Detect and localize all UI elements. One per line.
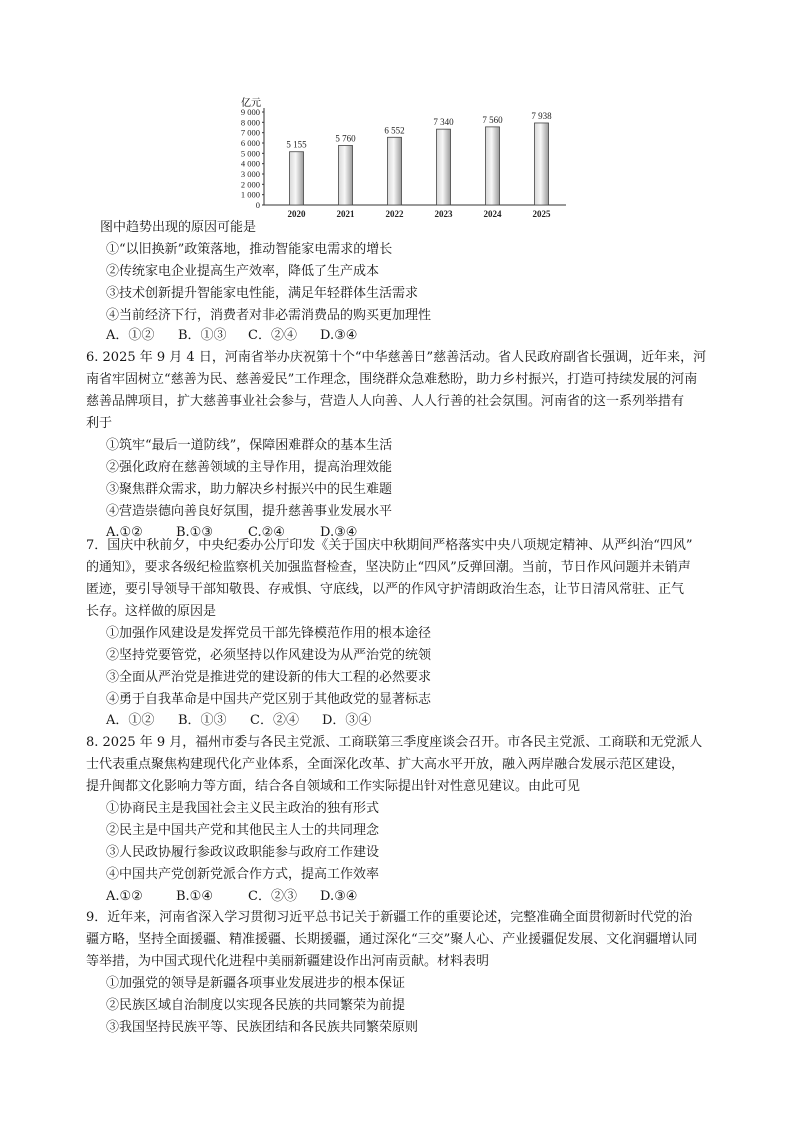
bar: [535, 123, 549, 205]
x-tick-label: 2024: [483, 209, 502, 219]
q8-line-1: 8. 2025 年 9 月，福州市委与各民主党派、工商联第三季度座谈会召开。市各民主党派、工商联和无党派人: [86, 735, 703, 750]
q8-choices: [106, 887, 357, 907]
y-tick-label: 3 000: [240, 169, 260, 179]
bar-value-label: 7 340: [433, 117, 454, 128]
q9-line-2: 疆方略，坚持全面援疆、精准援疆、长期援疆，通过深化“三交”聚人心、产业援疆促发展、文化润疆增认同: [86, 932, 698, 947]
q6-option-4: ④营造崇德向善良好氛围，提升慈善事业发展水平: [106, 504, 393, 519]
q6-choice-c: C.②④: [248, 525, 285, 540]
y-tick-label: 9 000: [240, 107, 260, 117]
q5-choice-d: D.③④: [320, 328, 358, 343]
q9-option-2: ②民族区域自治制度以实现各民族的共同繁荣为前提: [106, 998, 406, 1013]
q6-line-4: 利于: [86, 416, 113, 431]
y-tick-label: 5 000: [240, 148, 260, 159]
q7-option-2: ②坚持党要管党，必须坚持以作风建设为从严治党的统领: [106, 648, 432, 663]
bar-value-label: 5 155: [286, 139, 307, 150]
q5-option-3: ③技术创新提升智能家电性能，满足年轻群体生活需求: [106, 286, 419, 301]
y-axis-unit-label: 亿元: [241, 98, 261, 109]
q6-line-3: 慈善品牌项目，扩大慈善事业社会参与，营造人人向善、人人行善的社会氛围。河南省的这一系列举措有: [86, 394, 685, 409]
q6-option-1: ①筑牢“最后一道防线”，保障困难群众的基本生活: [106, 438, 393, 453]
q6-option-3: ③聚焦群众需求，助力解决乡村振兴中的民生难题: [106, 482, 393, 497]
q9-option-3: ③我国坚持民族平等、民族团结和各民族共同繁荣原则: [106, 1020, 419, 1035]
x-tick-label: 2022: [385, 209, 404, 219]
q8-line-2: 士代表重点聚焦构建现代化产业体系，全面深化改革、扩大高水平开放，融入两岸融合发展示范区建设，: [86, 757, 685, 772]
q5-choice-b: B．①③: [178, 328, 227, 343]
q7-choices: [106, 711, 371, 731]
bar-chart: [228, 96, 568, 220]
q7-line-1: 7．国庆中秋前夕，中央纪委办公厅印发《关于国庆中秋期间严格落实中央八项规定精神、从严纠治“四风”: [86, 538, 693, 553]
x-tick-label: 2020: [287, 209, 306, 219]
q8-option-3: ③人民政协履行参政议政职能参与政府工作建设: [106, 845, 380, 860]
q5-option-2: ②传统家电企业提高生产效率，降低了生产成本: [106, 264, 380, 279]
q5-choice-c: C．②④: [248, 328, 297, 343]
bar-value-label: 5 760: [335, 133, 356, 144]
x-tick-label: 2023: [434, 209, 453, 219]
q7-option-3: ③全面从严治党是推进党的建设新的伟大工程的必然要求: [106, 670, 432, 685]
y-tick-label: 4 000: [240, 158, 260, 169]
q9-line-3: 等举措，为中国式现代化进程中美丽新疆建设作出河南贡献。材料表明: [86, 954, 490, 969]
q7-option-4: ④勇于自我革命是中国共产党区别于其他政党的显著标志: [106, 692, 432, 707]
q8-choice-d: D.③④: [320, 889, 358, 904]
y-tick-label: 7 000: [240, 127, 260, 138]
q7-line-2: 的通知》，要求各级纪检监察机关加强监督检查，坚决防止“四风”反弹回潮。当前，节日作风问题并未销声: [86, 560, 691, 575]
q7-choice-a: A．①②: [106, 713, 155, 728]
x-tick-label: 2025: [532, 209, 551, 219]
bar-value-label: 7 938: [531, 110, 552, 121]
q6-line-1: 6. 2025 年 9 月 4 日，河南省举办庆祝第十个“中华慈善日”慈善活动。省人民政府副省长强调，近年来，河: [86, 350, 707, 365]
q6-choice-a: A.①②: [106, 525, 143, 540]
chart-svg: [228, 96, 568, 220]
q7-line-4: 长存。这样做的原因是: [86, 604, 217, 619]
q8-line-3: 提升闽都文化影响力等方面，结合各自领域和工作实际提出针对性意见建议。由此可见: [86, 779, 581, 794]
q6-choice-b: B.①③: [176, 525, 213, 540]
bar: [388, 137, 402, 205]
bar: [290, 152, 304, 205]
q6-line-2: 南省牢固树立“慈善为民、慈善爱民”工作理念，围绕群众急难愁盼，助力乡村振兴，打造可持续发展的河南: [86, 372, 698, 387]
q8-option-4: ④中国共产党创新党派合作方式，提高工作效率: [106, 867, 380, 882]
y-tick-label: 6 000: [240, 138, 260, 148]
q6-choice-d: D.③④: [320, 525, 358, 540]
q8-choice-c: C．②③: [248, 889, 297, 904]
bar-value-label: 6 552: [384, 125, 405, 136]
bar-value-label: 7 560: [482, 114, 503, 125]
q7-line-3: 匿迹，要引导领导干部知敬畏、存戒惧、守底线，以严的作风守护清朗政治生态，让节日清风常驻、正气: [86, 582, 685, 597]
y-tick-label: 8 000: [240, 117, 260, 128]
x-tick-label: 2021: [336, 209, 355, 219]
bar: [437, 129, 451, 205]
q8-option-1: ①协商民主是我国社会主义民主政治的独有形式: [106, 801, 380, 816]
q9-line-1: 9．近年来，河南省深入学习贯彻习近平总书记关于新疆工作的重要论述，完整准确全面贯彻新时代党的治: [86, 910, 693, 925]
y-tick-label: 0: [255, 200, 260, 210]
q5-option-4: ④当前经济下行，消费者对非必需消费品的购买更加理性: [106, 308, 432, 323]
q7-choice-d: D．③④: [322, 713, 372, 728]
q7-option-1: ①加强作风建设是发挥党员干部先锋模范作用的根本途径: [106, 626, 432, 641]
q8-choice-a: A.①②: [106, 889, 143, 904]
q5-stem: 图中趋势出现的原因可能是: [100, 220, 257, 235]
q8-option-2: ②民主是中国共产党和其他民主人士的共同理念: [106, 823, 380, 838]
q6-option-2: ②强化政府在慈善领域的主导作用，提高治理效能: [106, 460, 393, 475]
y-tick-label: 1 000: [240, 189, 260, 200]
q5-choice-a: A．①②: [106, 328, 155, 343]
q9-option-1: ①加强党的领导是新疆各项事业发展进步的根本保证: [106, 976, 406, 991]
bar: [339, 145, 353, 205]
y-tick-label: 2 000: [240, 179, 260, 190]
q8-choice-b: B.①④: [176, 889, 213, 904]
q7-choice-c: C．②④: [250, 713, 299, 728]
q5-choices: [106, 326, 357, 346]
q5-option-1: ①“以旧换新”政策落地，推动智能家电需求的增长: [106, 242, 393, 257]
q7-choice-b: B．①③: [178, 713, 227, 728]
bar: [486, 127, 500, 205]
